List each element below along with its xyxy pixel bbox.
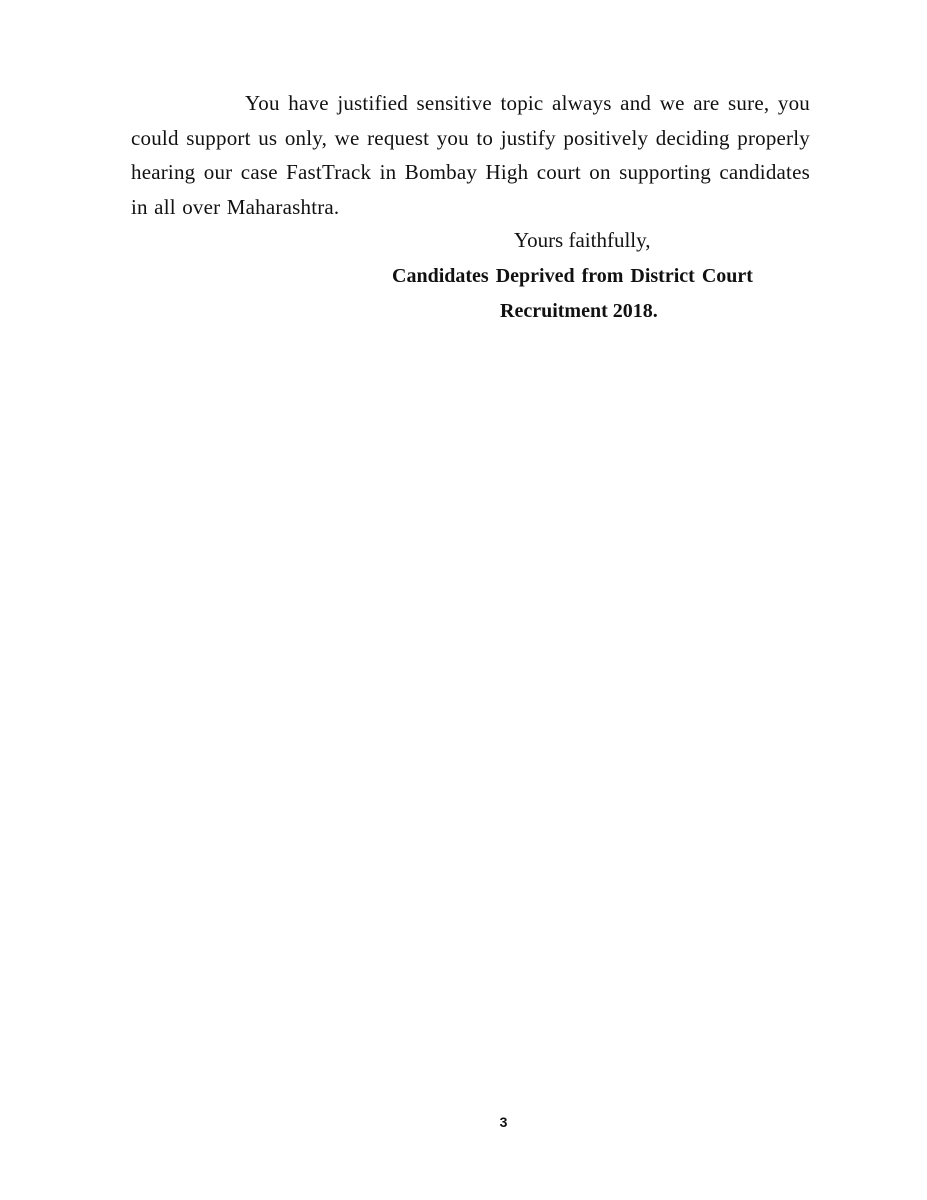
closing-salutation: Yours faithfully, (514, 228, 651, 252)
page-number: 3 (499, 1114, 508, 1130)
signatory-line-1: Candidates Deprived from District Court (392, 265, 753, 287)
body-paragraph: You have justified sensitive topic always and we are sure, you could support us only, we request you to justify positively deciding properly hearing our case FastTrack in Bombay High court on supporting candidates in all over Maharashtra. (131, 91, 810, 219)
signatory-block (392, 259, 784, 328)
signatory-line-2: Recruitment 2018. (500, 299, 658, 322)
